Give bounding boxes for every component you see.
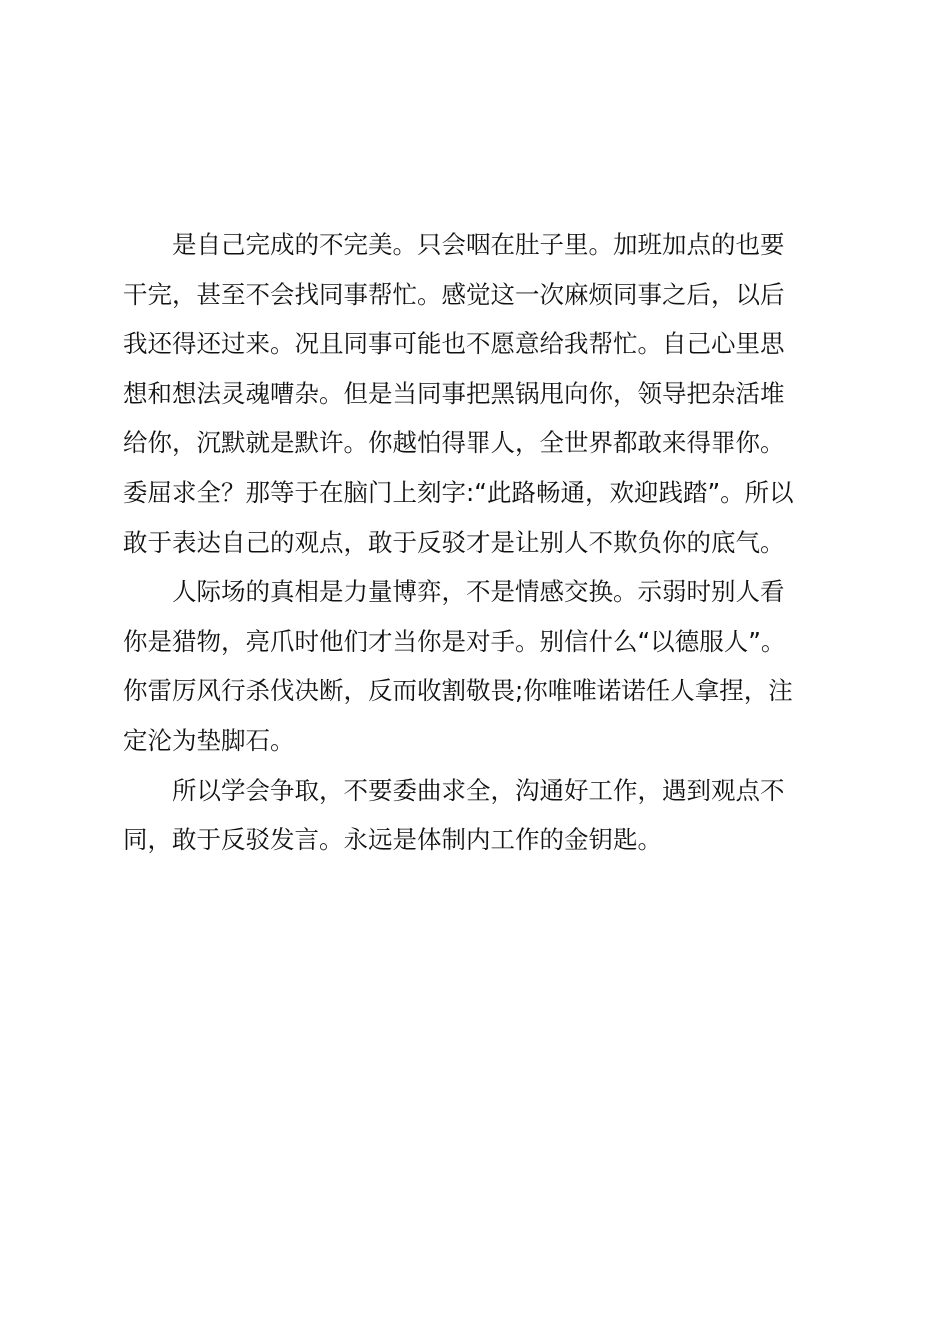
paragraph-line: 我还得还过来。况且同事可能也不愿意给我帮忙。自己心里思 [123,329,785,359]
paragraph-line: 敢于表达自己的观点，敢于反驳才是让别人不欺负你的底气。 [123,527,785,557]
paragraph-line: 你雷厉风行杀伐决断，反而收割敬畏;你唯唯诺诺任人拿捏，注 [123,676,793,706]
paragraph-line: 干完，甚至不会找同事帮忙。感觉这一次麻烦同事之后，以后 [123,279,785,309]
paragraph-1 [123,220,828,567]
paragraph-line: 你是猎物，亮爪时他们才当你是对手。别信什么“以德服人”。 [123,626,786,656]
paragraph-line: 所以学会争取，不要委曲求全，沟通好工作，遇到观点不 [172,775,785,805]
paragraph-line: 定沦为垫脚石。 [123,725,295,755]
paragraph-2 [123,567,828,765]
paragraph-line: 委屈求全？那等于在脑门上刻字:“此路畅通，欢迎践踏”。所以 [123,477,794,507]
paragraph-3 [123,766,828,865]
paragraph-line: 同，敢于反驳发言。永远是体制内工作的金钥匙。 [123,825,662,855]
document-body [123,220,828,865]
paragraph-line: 人际场的真相是力量博弈，不是情感交换。示弱时别人看 [172,577,785,607]
paragraph-line: 是自己完成的不完美。只会咽在肚子里。加班加点的也要 [172,230,785,259]
paragraph-line: 想和想法灵魂嘈杂。但是当同事把黑锅甩向你，领导把杂活堆 [123,378,785,408]
paragraph-line: 给你，沉默就是默许。你越怕得罪人，全世界都敢来得罪你。 [123,428,785,458]
